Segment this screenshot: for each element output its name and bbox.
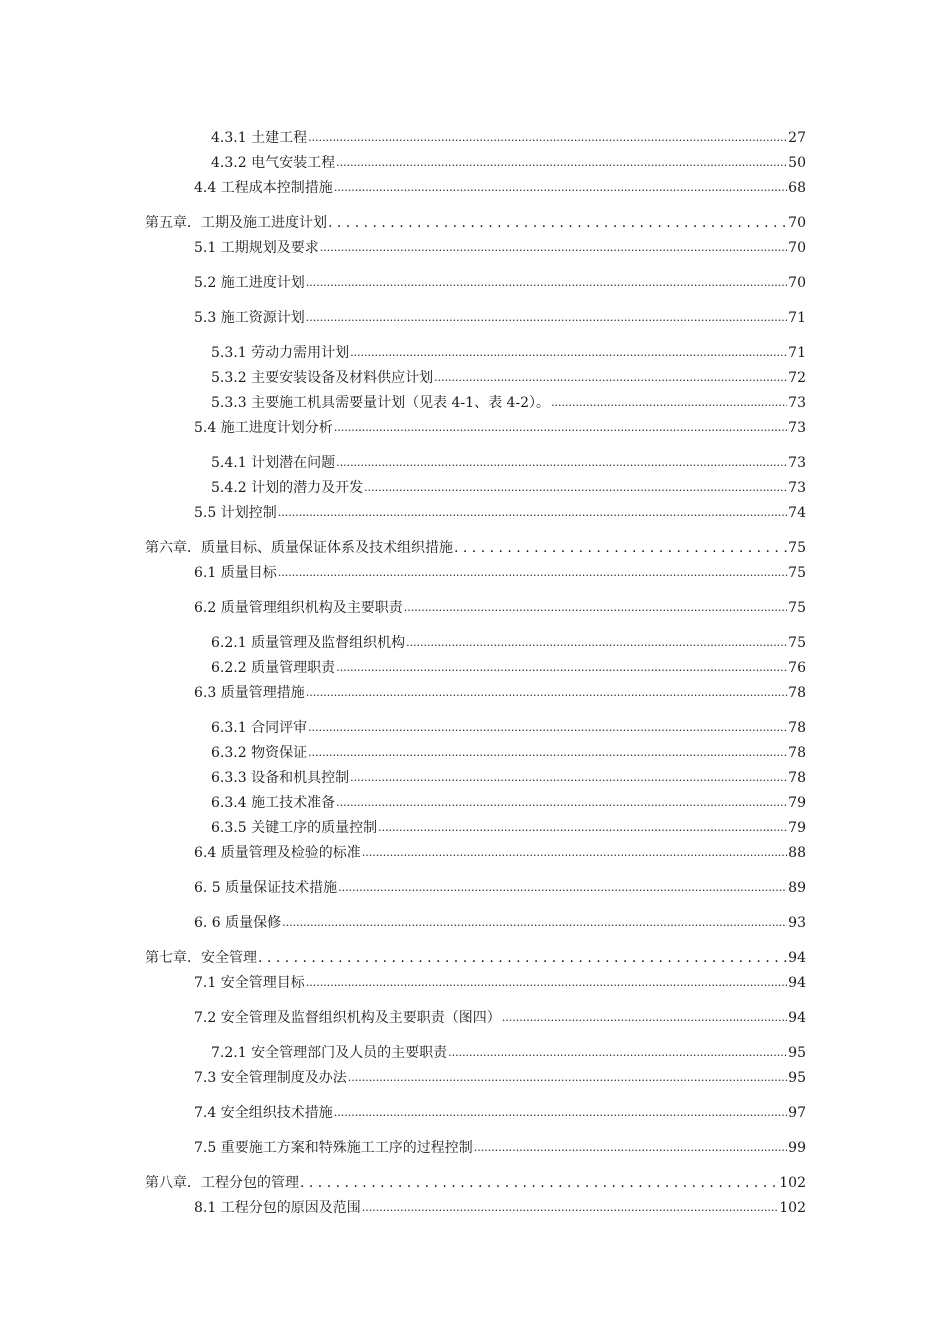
toc-entry[interactable] (211, 657, 806, 677)
toc-entry-page-number: 94 (788, 975, 806, 991)
toc-entry-page-number: 89 (788, 880, 806, 896)
dot-leader (404, 598, 787, 617)
toc-entry[interactable] (194, 912, 806, 932)
dot-leader (308, 743, 787, 762)
toc-entry-page-number: 93 (788, 915, 806, 931)
toc-entry[interactable] (211, 1042, 806, 1062)
dot-leader (278, 503, 787, 522)
dot-leader (306, 273, 787, 292)
toc-entry[interactable] (194, 562, 806, 582)
toc-entry[interactable] (194, 842, 806, 862)
toc-entry-label: 4.4 工程成本控制措施 (194, 180, 333, 196)
toc-entry[interactable] (211, 792, 806, 812)
dot-leader (336, 793, 787, 812)
toc-entry-page-number: 99 (788, 1140, 806, 1156)
toc-entry-label: 5.3.1 劳动力需用计划 (211, 345, 350, 361)
toc-entry-label: 5.4.1 计划潜在问题 (211, 455, 336, 471)
toc-entry-page-number: 78 (788, 745, 806, 761)
toc-entry-label: 第七章．安全管理 (145, 950, 257, 966)
toc-entry-page-number: 94 (788, 1010, 806, 1026)
toc-entry-label: 4.3.2 电气安装工程 (211, 155, 336, 171)
toc-entry[interactable] (194, 682, 806, 702)
dot-leader (336, 453, 787, 472)
toc-entry[interactable] (194, 417, 806, 437)
toc-entry-label: 5.2 施工进度计划 (194, 275, 305, 291)
dot-leader (334, 418, 787, 437)
toc-entry-page-number: 74 (788, 505, 806, 521)
toc-entry-label: 6.2.2 质量管理职责 (211, 660, 336, 676)
toc-entry[interactable] (194, 972, 806, 992)
toc-chapter-entry[interactable] (145, 1172, 806, 1192)
toc-entry-page-number: 95 (788, 1070, 806, 1086)
toc-entry-label: 5.4 施工进度计划分析 (194, 420, 333, 436)
toc-entry[interactable] (211, 392, 806, 412)
toc-entry-page-number: 73 (788, 420, 806, 436)
dot-leader (282, 913, 787, 932)
toc-entry[interactable] (194, 877, 806, 897)
toc-entry-page-number: 71 (788, 345, 806, 361)
toc-entry-label: 8.1 工程分包的原因及范围 (194, 1200, 361, 1216)
toc-entry-label: 5.5 计划控制 (194, 505, 277, 521)
toc-entry-page-number: 78 (788, 770, 806, 786)
toc-entry[interactable] (194, 1137, 806, 1157)
toc-entry-page-number: 102 (779, 1175, 806, 1191)
toc-entry-label: 第六章．质量目标、质量保证体系及技术组织措施 (145, 540, 453, 556)
toc-entry[interactable] (194, 1197, 806, 1217)
toc-entry[interactable] (211, 152, 806, 172)
toc-entry-label: 第五章．工期及施工进度计划 (145, 215, 327, 231)
toc-entry-page-number: 70 (788, 275, 806, 291)
toc-entry-page-number: 94 (788, 950, 806, 966)
toc-entry-page-number: 97 (788, 1105, 806, 1121)
toc-entry[interactable] (194, 177, 806, 197)
toc-entry-label: 7.2.1 安全管理部门及人员的主要职责 (211, 1045, 448, 1061)
toc-entry-label: 7.5 重要施工方案和特殊施工工序的过程控制 (194, 1140, 473, 1156)
dot-leader (308, 718, 787, 737)
toc-entry-label: 6.4 质量管理及检验的标准 (194, 845, 361, 861)
dot-leader (350, 343, 787, 362)
toc-entry[interactable] (211, 477, 806, 497)
dot-leader (328, 214, 787, 232)
dot-leader (362, 843, 787, 862)
dot-leader (300, 1174, 778, 1192)
toc-entry[interactable] (194, 502, 806, 522)
toc-entry[interactable] (211, 342, 806, 362)
toc-entry-page-number: 78 (788, 720, 806, 736)
toc-entry-label: 6.3.3 设备和机具控制 (211, 770, 350, 786)
toc-entry[interactable] (194, 1007, 806, 1027)
toc-entry-label: 6.2 质量管理组织机构及主要职责 (194, 600, 403, 616)
dot-leader (348, 1068, 787, 1087)
toc-entry-label: 5.3.2 主要安装设备及材料供应计划 (211, 370, 434, 386)
toc-entry-page-number: 79 (788, 820, 806, 836)
toc-entry[interactable] (194, 307, 806, 327)
toc-entry-label: 6.2.1 质量管理及监督组织机构 (211, 635, 406, 651)
toc-entry-label: 7.4 安全组织技术措施 (194, 1105, 333, 1121)
toc-entry-label: 6. 6 质量保修 (194, 915, 282, 931)
toc-entry-page-number: 75 (788, 635, 806, 651)
toc-entry-page-number: 70 (788, 215, 806, 231)
dot-leader (336, 658, 787, 677)
toc-entry-label: 6. 5 质量保证技术措施 (194, 880, 338, 896)
dot-leader (551, 393, 787, 412)
dot-leader (364, 478, 787, 497)
dot-leader (406, 633, 787, 652)
toc-entry-page-number: 75 (788, 565, 806, 581)
toc-entry[interactable] (211, 717, 806, 737)
dot-leader (306, 683, 787, 702)
toc-chapter-entry[interactable] (145, 947, 806, 967)
toc-entry-label: 5.4.2 计划的潜力及开发 (211, 480, 364, 496)
toc-entry-page-number: 50 (788, 155, 806, 171)
toc-entry-page-number: 27 (788, 130, 806, 146)
dot-leader (308, 128, 787, 147)
toc-entry[interactable] (211, 767, 806, 787)
dot-leader (350, 768, 787, 787)
toc-entry-label: 6.3.4 施工技术准备 (211, 795, 336, 811)
toc-entry[interactable] (194, 597, 806, 617)
toc-entry-page-number: 73 (788, 455, 806, 471)
toc-entry-page-number: 68 (788, 180, 806, 196)
toc-entry-page-number: 73 (788, 480, 806, 496)
toc-entry[interactable] (211, 452, 806, 472)
dot-leader (320, 238, 787, 257)
toc-entry-page-number: 75 (788, 540, 806, 556)
dot-leader (448, 1043, 787, 1062)
toc-entry-page-number: 70 (788, 240, 806, 256)
toc-entry[interactable] (194, 1102, 806, 1122)
toc-entry[interactable] (211, 127, 806, 147)
dot-leader (336, 153, 787, 172)
toc-entry[interactable] (211, 632, 806, 652)
toc-entry-page-number: 78 (788, 685, 806, 701)
toc-entry[interactable] (194, 237, 806, 257)
toc-entry-label: 4.3.1 土建工程 (211, 130, 308, 146)
dot-leader (474, 1138, 787, 1157)
toc-entry-label: 第八章．工程分包的管理 (145, 1175, 299, 1191)
toc-entry-page-number: 88 (788, 845, 806, 861)
dot-leader (306, 308, 787, 327)
dot-leader (334, 178, 787, 197)
dot-leader (454, 539, 787, 557)
dot-leader (334, 1103, 787, 1122)
toc-entry-label: 6.3.2 物资保证 (211, 745, 308, 761)
dot-leader (362, 1198, 779, 1217)
dot-leader (306, 973, 787, 992)
toc-entry-label: 5.3 施工资源计划 (194, 310, 305, 326)
dot-leader (338, 878, 787, 897)
toc-entry-page-number: 75 (788, 600, 806, 616)
toc-entry[interactable] (211, 367, 806, 387)
toc-entry-label: 7.3 安全管理制度及办法 (194, 1070, 347, 1086)
toc-entry[interactable] (194, 272, 806, 292)
toc-chapter-entry[interactable] (145, 537, 806, 557)
dot-leader (258, 949, 787, 967)
toc-entry-page-number: 72 (788, 370, 806, 386)
toc-entry-page-number: 79 (788, 795, 806, 811)
toc-entry-label: 5.1 工期规划及要求 (194, 240, 319, 256)
toc-entry[interactable] (211, 742, 806, 762)
toc-chapter-entry[interactable] (145, 212, 806, 232)
toc-entry-page-number: 73 (788, 395, 806, 411)
toc-entry-page-number: 102 (779, 1200, 806, 1216)
toc-entry-label: 6.3.1 合同评审 (211, 720, 308, 736)
toc-entry-page-number: 71 (788, 310, 806, 326)
dot-leader (502, 1008, 787, 1027)
toc-entry-page-number: 76 (788, 660, 806, 676)
toc-entry-label: 6.3 质量管理措施 (194, 685, 305, 701)
toc-entry[interactable] (194, 1067, 806, 1087)
toc-entry-label: 7.2 安全管理及监督组织机构及主要职责（图四） (194, 1010, 501, 1026)
dot-leader (378, 818, 787, 837)
toc-entry-page-number: 95 (788, 1045, 806, 1061)
toc-entry-label: 5.3.3 主要施工机具需要量计划（见表 4-1、表 4-2）。 (211, 395, 551, 411)
dot-leader (278, 563, 787, 582)
toc-entry-label: 6.1 质量目标 (194, 565, 277, 581)
toc-entry-label: 7.1 安全管理目标 (194, 975, 305, 991)
toc-entry[interactable] (211, 817, 806, 837)
dot-leader (434, 368, 787, 387)
toc-entry-label: 6.3.5 关键工序的质量控制 (211, 820, 378, 836)
